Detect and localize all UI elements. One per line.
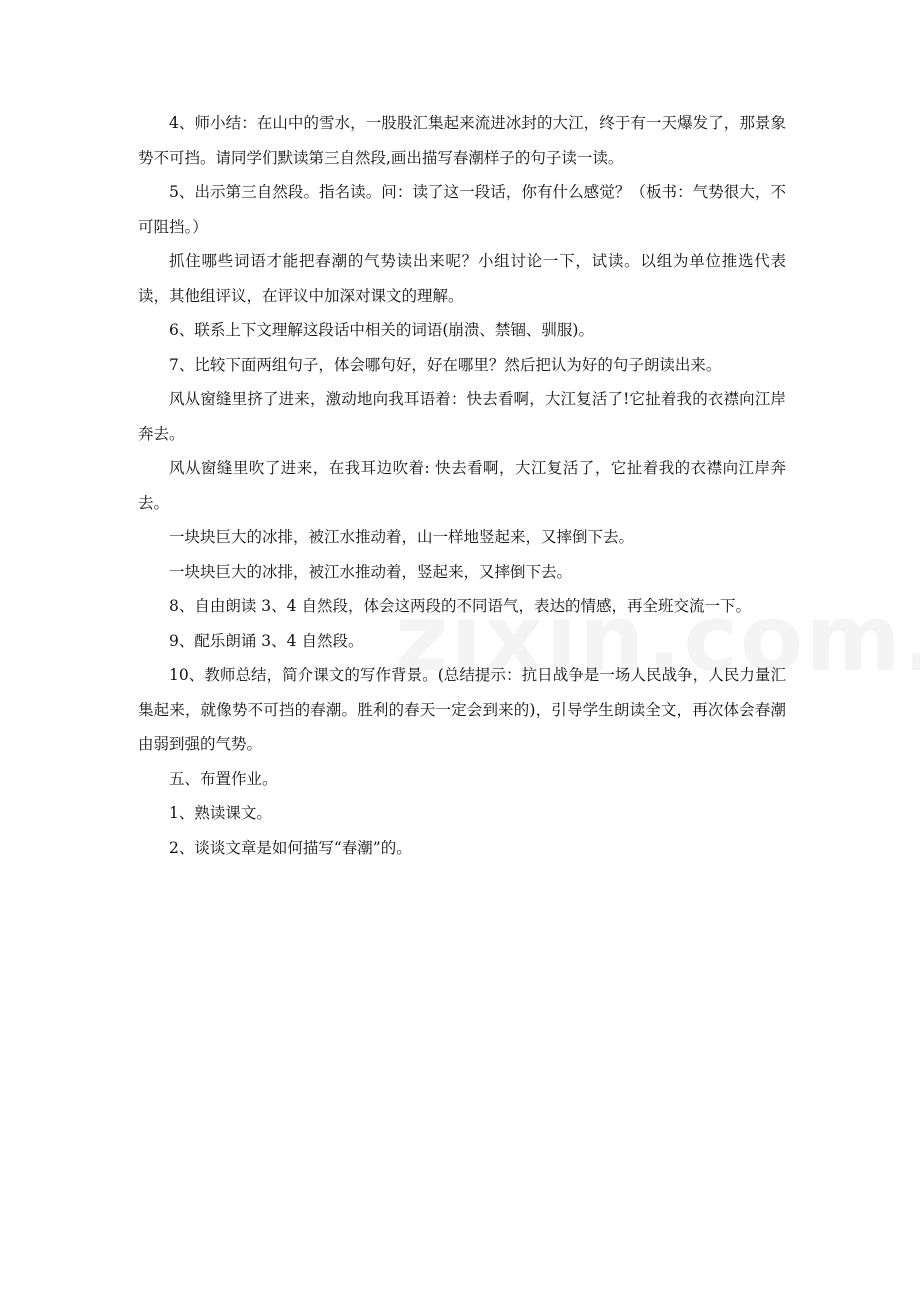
paragraph-example-1b: 风从窗缝里吹了进来，在我耳边吹着: 快去看啊，大江复活了，它扯着我的衣襟向江岸奔去。 [138,459,786,512]
paragraph-example-2b: 一块块巨大的冰排，被江水推动着，竖起来，又摔倒下去。 [169,562,573,581]
paragraph-compare-sentences: 7、比较下面两组句子，体会哪句好，好在哪里？然后把认为好的句子朗读出来。 [169,355,722,374]
paragraph-free-reading: 8、自由朗读 3、4 自然段，体会这两段的不同语气，表达的情感，再全班交流一下。 [169,597,751,615]
document-page [138,106,786,865]
paragraph-homework-2: 2、谈谈文章是如何描写“春潮”的。 [169,838,412,857]
paragraph-vocabulary: 6、联系上下文理解这段话中相关的词语(崩溃、禁锢、驯服)。 [169,321,594,339]
paragraph-group-discussion: 抓住哪些词语才能把春潮的气势读出来呢？小组讨论一下，试读。以组为单位推选代表读，其他组评议，在评议中加深对课文的理解。 [138,252,786,305]
paragraph-example-1a: 风从窗缝里挤了进来，激动地向我耳语着：快去看啊，大江复活了!它扯着我的衣襟向江岸奔去。 [138,390,786,443]
paragraph-music-recitation: 9、配乐朗诵 3、4 自然段。 [169,631,364,650]
paragraph-homework-1: 1、熟读课文。 [169,804,272,822]
paragraph-teacher-summary: 4、师小结：在山中的雪水，一股股汇集起来流进冰封的大江，终于有一天爆发了，那景象势不可挡。请同学们默读第三自然段,画出描写春潮样子的句子读一读。 [138,114,786,167]
paragraph-show-third-section: 5、出示第三自然段。指名读。问：读了这一段话，你有什么感觉？（板书：气势很大，不可阻挡。） [138,183,786,236]
paragraph-homework-heading: 五、布置作业。 [169,769,278,788]
paragraph-teacher-conclusion: 10、教师总结，简介课文的写作背景。(总结提示：抗日战争是一场人民战争，人民力量汇集起来，就像势不可挡的春潮。胜利的春天一定会到来的)，引导学生朗读全文，再次体会春潮由弱到强的气势。 [138,666,786,753]
paragraph-example-2a: 一块块巨大的冰排，被江水推动着，山一样地竖起来，又摔倒下去。 [169,528,635,546]
